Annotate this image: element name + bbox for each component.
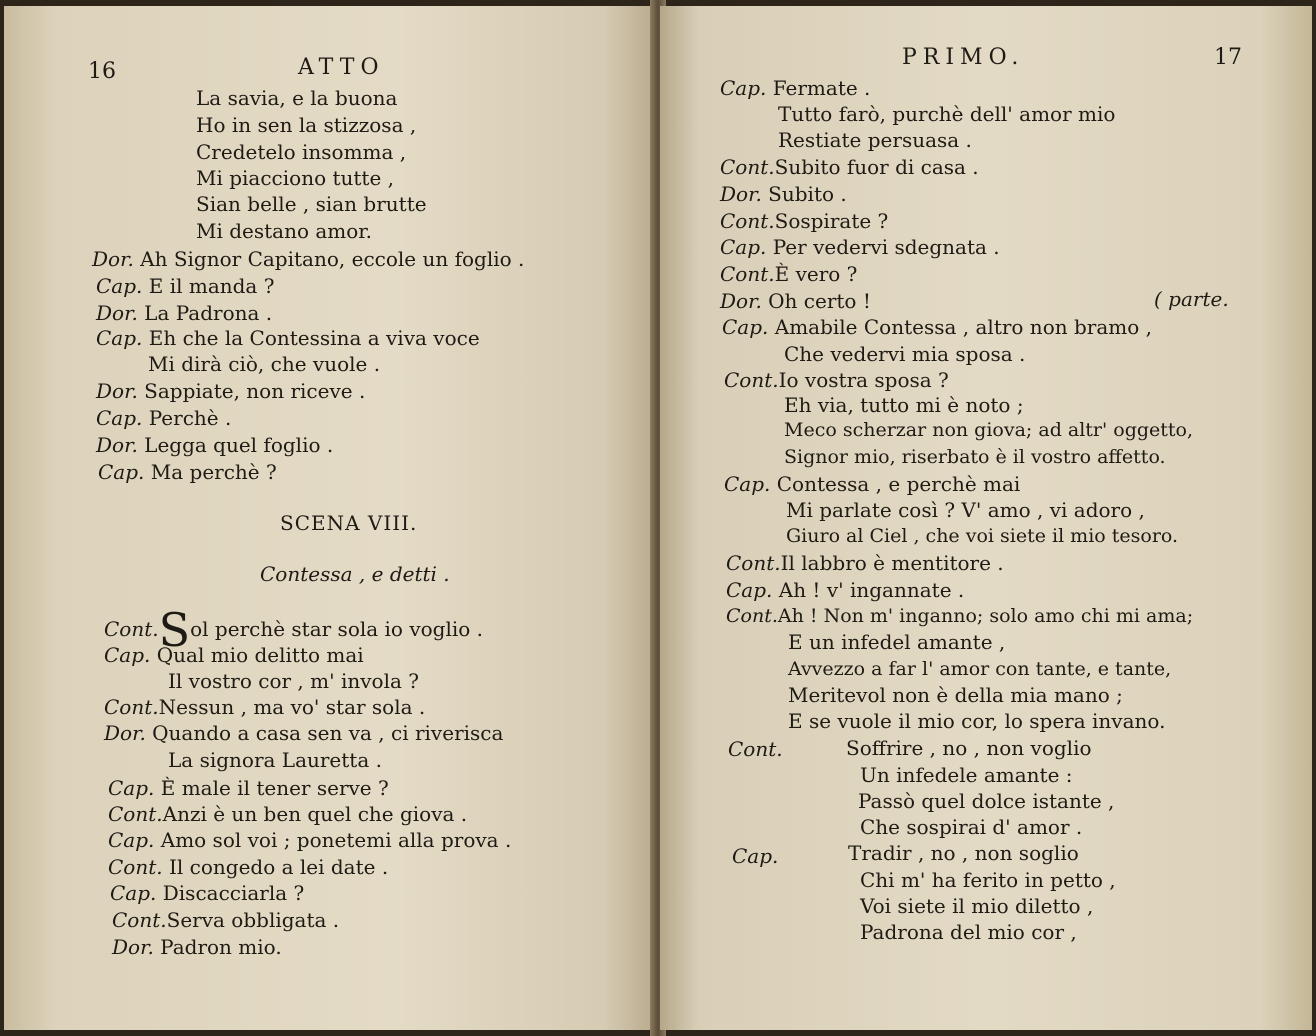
dialogue-line: La signora Lauretta . <box>168 748 382 772</box>
aria-line: Voi siete il mio diletto , <box>860 894 1094 918</box>
speaker: Cap. <box>98 460 145 484</box>
speaker: Cap. <box>96 326 143 350</box>
speaker: Cap. <box>108 828 155 852</box>
speaker: Cont. <box>112 908 167 932</box>
dialogue-line: Cap. Ah ! v' ingannate . <box>726 578 965 602</box>
left-page <box>4 6 656 1030</box>
speaker: Dor. <box>96 379 138 403</box>
dialogue-line: E se vuole il mio cor, lo spera invano. <box>788 709 1166 733</box>
dialogue-line: Dor. Ah Signor Capitano, eccole un foglio . <box>92 247 525 271</box>
dialogue-line: Cap. Per vedervi sdegnata . <box>720 235 1000 259</box>
speaker: Cap. <box>96 406 143 430</box>
speaker: Dor. <box>112 935 154 959</box>
verse-line: Mi piacciono tutte , <box>196 166 395 190</box>
dialogue-line: Dor. Sappiate, non riceve . <box>96 379 366 403</box>
dialogue-line: Restiate persuasa . <box>778 128 972 152</box>
speaker: Cont. <box>108 802 163 826</box>
stage-direction: ( parte. <box>1154 287 1229 311</box>
aria-line: Chi m' ha ferito in petto , <box>860 868 1116 892</box>
dialogue-line: Meco scherzar non giova; ad altr' oggetto, <box>784 419 1194 441</box>
dialogue-line: Dor. Oh certo ! <box>720 289 871 313</box>
aria-line: Un infedele amante : <box>860 763 1073 787</box>
speaker: Cont. <box>104 695 159 719</box>
speaker: Cap. <box>720 235 767 259</box>
page-number: 16 <box>88 59 116 84</box>
dialogue-line: Cap. Qual mio delitto mai <box>104 643 364 667</box>
dialogue-line: Cont.Subito fuor di casa . <box>720 155 979 179</box>
dialogue-line: Mi dirà ciò, che vuole . <box>148 352 381 376</box>
dialogue-line: Cap. Ma perchè ? <box>98 460 277 484</box>
aria-line: Tradir , no , non soglio <box>848 841 1079 865</box>
dialogue-line: Cap. Perchè . <box>96 406 232 430</box>
scene-persons: Contessa , e detti . <box>260 562 450 586</box>
dialogue-line: Cont.Nessun , ma vo' star sola . <box>104 695 426 719</box>
dialogue-line: Cont.Sospirate ? <box>720 209 889 233</box>
dialogue-line: Cont.Il labbro è mentitore . <box>726 551 1004 575</box>
dialogue-line: Cont.Serva obbligata . <box>112 908 340 932</box>
verse-line: Ho in sen la stizzosa , <box>196 113 417 137</box>
speaker: Cont. <box>720 155 775 179</box>
dialogue-line: Cap. Eh che la Contessina a viva voce <box>96 326 480 350</box>
dialogue-line: Giuro al Ciel , che voi siete il mio tesoro. <box>786 525 1179 547</box>
dialogue-line: Meritevol non è della mia mano ; <box>788 683 1123 707</box>
dialogue-line: Cap. E il manda ? <box>96 274 275 298</box>
aria-speaker: Cont. <box>728 737 783 761</box>
right-page <box>660 6 1312 1030</box>
aria-speaker: Cap. <box>732 844 779 868</box>
dialogue-line: Cap. Discacciarla ? <box>110 881 305 905</box>
speaker: Cont. <box>724 368 779 392</box>
speaker: Cont. <box>104 617 159 641</box>
dialogue-line: Dor. Legga quel foglio . <box>96 433 334 457</box>
speaker: Cap. <box>110 881 157 905</box>
speaker: Dor. <box>720 289 762 313</box>
speaker: Cap. <box>720 76 767 100</box>
verse-line: Mi destano amor. <box>196 219 373 243</box>
dialogue-line: Cont.Ah ! Non m' inganno; solo amo chi mi ama; <box>726 605 1194 627</box>
speaker: Cap. <box>108 776 155 800</box>
speaker: Cap. <box>722 315 769 339</box>
drop-cap: S <box>158 603 191 657</box>
speaker: Cont. <box>720 209 775 233</box>
dialogue-line: Cont.È vero ? <box>720 262 858 286</box>
speaker: Cap. <box>726 578 773 602</box>
speaker: Cap. <box>96 274 143 298</box>
speaker: Dor. <box>96 433 138 457</box>
running-head: ATTO <box>298 55 385 80</box>
dialogue-line: E un infedel amante , <box>788 630 1006 654</box>
dialogue-line: Cont.Sol perchè star sola io voglio . <box>104 603 484 657</box>
dialogue-line: Che vedervi mia sposa . <box>784 342 1026 366</box>
dialogue-line: Dor. Padron mio. <box>112 935 282 959</box>
dialogue-line: Cap. Fermate . <box>720 76 871 100</box>
speaker: Dor. <box>92 247 134 271</box>
speaker: Cont. <box>726 605 778 627</box>
speaker: Cap. <box>104 643 151 667</box>
aria-line: Che sospirai d' amor . <box>860 815 1083 839</box>
dialogue-line: Il vostro cor , m' invola ? <box>168 669 419 693</box>
dialogue-line: Cont. Il congedo a lei date . <box>108 855 389 879</box>
dialogue-line: Avvezzo a far l' amor con tante, e tante, <box>788 658 1172 680</box>
speaker: Cont. <box>108 855 163 879</box>
aria-line: Soffrire , no , non voglio <box>846 736 1092 760</box>
scene-title: SCENA VIII. <box>280 511 418 535</box>
running-head: PRIMO. <box>902 45 1025 70</box>
speaker: Dor. <box>104 721 146 745</box>
dialogue-line: Tutto farò, purchè dell' amor mio <box>778 102 1116 126</box>
dialogue-line: Mi parlate così ? V' amo , vi adoro , <box>786 498 1145 522</box>
dialogue-line: Signor mio, riserbato è il vostro affetto. <box>784 446 1166 468</box>
speaker: Cont. <box>726 551 781 575</box>
speaker: Cap. <box>724 472 771 496</box>
dialogue-line: Dor. Subito . <box>720 182 847 206</box>
dialogue-line: Cont.Anzi è un ben quel che giova . <box>108 802 468 826</box>
aria-line: Passò quel dolce istante , <box>858 789 1115 813</box>
verse-line: La savia, e la buona <box>196 86 398 110</box>
dialogue-line: Cap. È male il tener serve ? <box>108 776 389 800</box>
speaker: Dor. <box>96 301 138 325</box>
dialogue-line: Cap. Amabile Contessa , altro non bramo , <box>722 315 1152 339</box>
page-number: 17 <box>1214 45 1242 70</box>
aria-line: Padrona del mio cor , <box>860 920 1077 944</box>
dialogue-line: Dor. La Padrona . <box>96 301 273 325</box>
dialogue-line: Cap. Contessa , e perchè mai <box>724 472 1021 496</box>
dialogue-line: Eh via, tutto mi è noto ; <box>784 393 1024 417</box>
dialogue-line: Dor. Quando a casa sen va , ci riverisca <box>104 721 504 745</box>
verse-line: Credetelo insomma , <box>196 140 407 164</box>
speaker: Cont. <box>720 262 775 286</box>
dialogue-line: Cap. Amo sol voi ; ponetemi alla prova . <box>108 828 512 852</box>
speaker: Dor. <box>720 182 762 206</box>
dialogue-line: Cont.Io vostra sposa ? <box>724 368 949 392</box>
verse-line: Sian belle , sian brutte <box>196 192 427 216</box>
